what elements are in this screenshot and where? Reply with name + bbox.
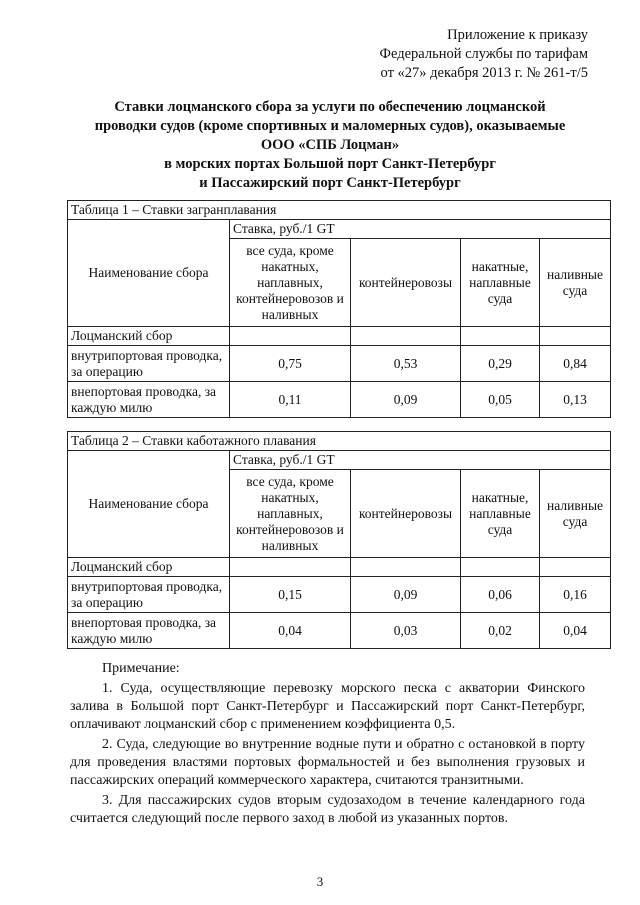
rates-table-foreign bbox=[67, 200, 611, 418]
empty-cell bbox=[540, 327, 611, 346]
section-label: Лоцманский сбор bbox=[68, 327, 230, 346]
table-row bbox=[68, 346, 611, 382]
rate-header: Ставка, руб./1 GT bbox=[230, 451, 611, 470]
rate-value: 0,04 bbox=[230, 613, 351, 649]
empty-cell bbox=[351, 327, 461, 346]
table-row bbox=[68, 613, 611, 649]
page-number: 3 bbox=[316, 874, 324, 889]
note-item: 2. Суда, следующие во внутренние водные пути и обратно с остановкой в порту для проведения властями портовых формальностей и без выполнения грузовых и пассажирских операций коммерческого характера, считаются транзитными. bbox=[70, 737, 585, 788]
rate-value: 0,02 bbox=[461, 613, 540, 649]
table-row bbox=[68, 382, 611, 418]
empty-cell bbox=[351, 558, 461, 577]
appendix-line: Федеральной службы по тарифам bbox=[379, 46, 588, 62]
name-column-header: Наименование сбора bbox=[68, 220, 230, 327]
table-caption: Таблица 1 – Ставки загранплавания bbox=[68, 201, 611, 220]
appendix-line: Приложение к приказу bbox=[447, 27, 588, 43]
section-label: Лоцманский сбор bbox=[68, 558, 230, 577]
note-item: 3. Для пассажирских судов вторым судозаходом в течение календарного года считается следующий после первого заход в любой из указанных портов. bbox=[70, 793, 585, 826]
rate-value: 0,11 bbox=[230, 382, 351, 418]
row-label: внепортовая проводка, за каждую милю bbox=[68, 382, 230, 418]
empty-cell bbox=[230, 558, 351, 577]
rate-value: 0,04 bbox=[540, 613, 611, 649]
empty-cell bbox=[461, 327, 540, 346]
title-line: и Пассажирский порт Санкт-Петербург bbox=[199, 175, 461, 191]
column-header-all-vessels: все суда, кроме накатных, наплавных, контейнеровозов и наливных bbox=[230, 239, 351, 327]
rate-header: Ставка, руб./1 GT bbox=[230, 220, 611, 239]
rate-value: 0,05 bbox=[461, 382, 540, 418]
rate-value: 0,13 bbox=[540, 382, 611, 418]
column-header-roro-vessels: накатные, наплавные суда bbox=[461, 470, 540, 558]
notes-section bbox=[70, 660, 585, 830]
rate-value: 0,09 bbox=[351, 382, 461, 418]
appendix-reference bbox=[380, 26, 588, 83]
note-item: 1. Суда, осуществляющие перевозку морского песка с акватории Финского залива в Большой порт Санкт-Петербург и Пассажирский порт Санкт-Петербург, оплачивают лоцманский сбор с применением коэффициента 0,5. bbox=[70, 681, 585, 732]
rate-value: 0,03 bbox=[351, 613, 461, 649]
name-column-header: Наименование сбора bbox=[68, 451, 230, 558]
rates-table-coastal bbox=[67, 431, 611, 649]
table-row bbox=[68, 577, 611, 613]
column-header-tankers: наливные суда bbox=[540, 239, 611, 327]
rate-value: 0,29 bbox=[461, 346, 540, 382]
rate-value: 0,16 bbox=[540, 577, 611, 613]
title-line: проводки судов (кроме спортивных и маломерных судов), оказываемые bbox=[94, 118, 566, 134]
column-header-roro-vessels: накатные, наплавные суда bbox=[461, 239, 540, 327]
empty-cell bbox=[540, 558, 611, 577]
rate-value: 0,75 bbox=[230, 346, 351, 382]
rate-value: 0,84 bbox=[540, 346, 611, 382]
title-line: в морских портах Большой порт Санкт-Петербург bbox=[164, 156, 496, 172]
document-title bbox=[60, 98, 600, 193]
title-line: ООО «СПБ Лоцман» bbox=[260, 137, 400, 153]
title-line: Ставки лоцманского сбора за услуги по обеспечению лоцманской bbox=[114, 99, 546, 115]
column-header-all-vessels: все суда, кроме накатных, наплавных, контейнеровозов и наливных bbox=[230, 470, 351, 558]
notes-heading: Примечание: bbox=[102, 661, 180, 676]
empty-cell bbox=[230, 327, 351, 346]
row-label: внепортовая проводка, за каждую милю bbox=[68, 613, 230, 649]
column-header-container-ships: контейнеровозы bbox=[351, 239, 461, 327]
rate-value: 0,06 bbox=[461, 577, 540, 613]
empty-cell bbox=[461, 558, 540, 577]
row-label: внутрипортовая проводка, за операцию bbox=[68, 346, 230, 382]
column-header-container-ships: контейнеровозы bbox=[351, 470, 461, 558]
column-header-tankers: наливные суда bbox=[540, 470, 611, 558]
table-caption: Таблица 2 – Ставки каботажного плавания bbox=[68, 432, 611, 451]
appendix-line: от «27» декабря 2013 г. № 261-т/5 bbox=[380, 65, 588, 81]
rate-value: 0,09 bbox=[351, 577, 461, 613]
rate-value: 0,15 bbox=[230, 577, 351, 613]
rate-value: 0,53 bbox=[351, 346, 461, 382]
row-label: внутрипортовая проводка, за операцию bbox=[68, 577, 230, 613]
